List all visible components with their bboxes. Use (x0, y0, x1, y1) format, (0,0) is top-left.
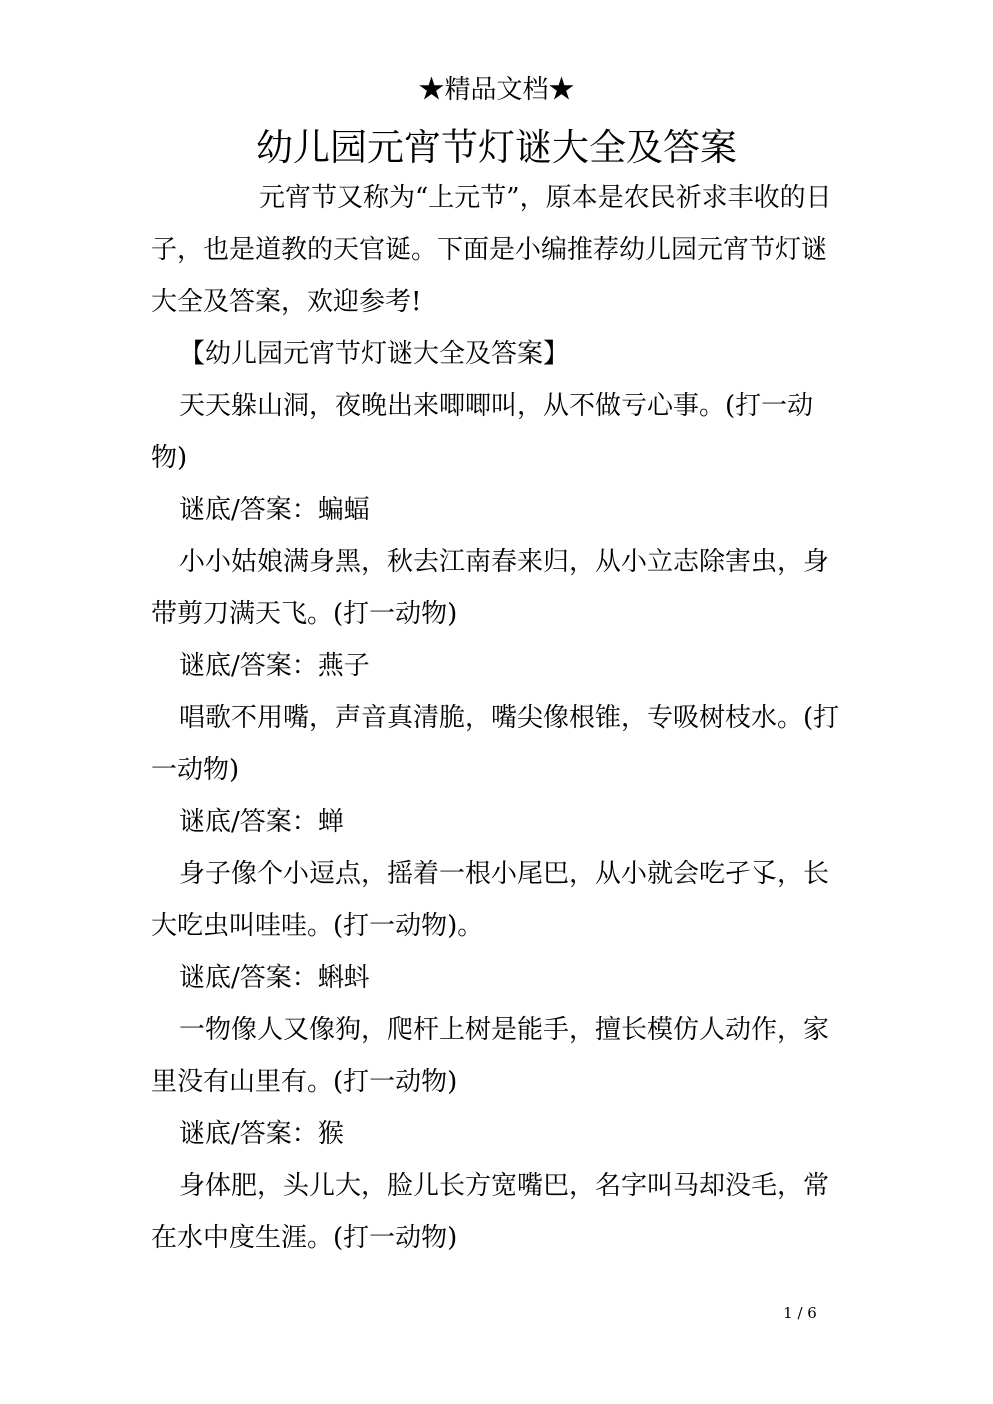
riddle-question: 身子像个小逗点，摇着一根小尾巴，从小就会吃孑孓，长大吃虫叫哇哇。(打一动物)。 (151, 859, 830, 941)
document-title: 幼儿园元宵节灯谜大全及答案 (256, 126, 737, 169)
section-heading: 【幼儿园元宵节灯谜大全及答案】 (179, 339, 570, 369)
intro-paragraph: 元宵节又称为“上元节”，原本是农民祈求丰收的日子，也是道教的天官诞。下面是小编推荐幼儿园元宵节灯谜大全及答案，欢迎参考! (151, 183, 832, 317)
riddle-question: 身体肥，头儿大，脸儿长方宽嘴巴，名字叫马却没毛，常在水中度生涯。(打一动物) (151, 1171, 830, 1253)
riddle-answer: 谜底/答案：蝙蝠 (179, 495, 370, 525)
document-header-mark: ★精品文档★ (418, 75, 575, 105)
riddle-answer: 谜底/答案：燕子 (179, 651, 370, 681)
riddle-answer: 谜底/答案：蝉 (179, 807, 344, 837)
riddle-question: 一物像人又像狗，爬杆上树是能手，擅长模仿人动作，家里没有山里有。(打一动物) (151, 1015, 830, 1097)
riddle-question: 唱歌不用嘴，声音真清脆，嘴尖像根锥，专吸树枝水。(打一动物) (151, 703, 840, 785)
riddle-answer: 谜底/答案：蝌蚪 (179, 963, 370, 993)
riddle-answer: 谜底/答案：猴 (179, 1119, 344, 1149)
riddle-question: 小小姑娘满身黑，秋去江南春来归，从小立志除害虫，身带剪刀满天飞。(打一动物) (151, 547, 830, 629)
document-body (151, 172, 841, 1264)
page-number: 1 / 6 (783, 1304, 817, 1322)
riddle-question: 天天躲山洞，夜晚出来唧唧叫，从不做亏心事。(打一动物) (151, 391, 814, 473)
